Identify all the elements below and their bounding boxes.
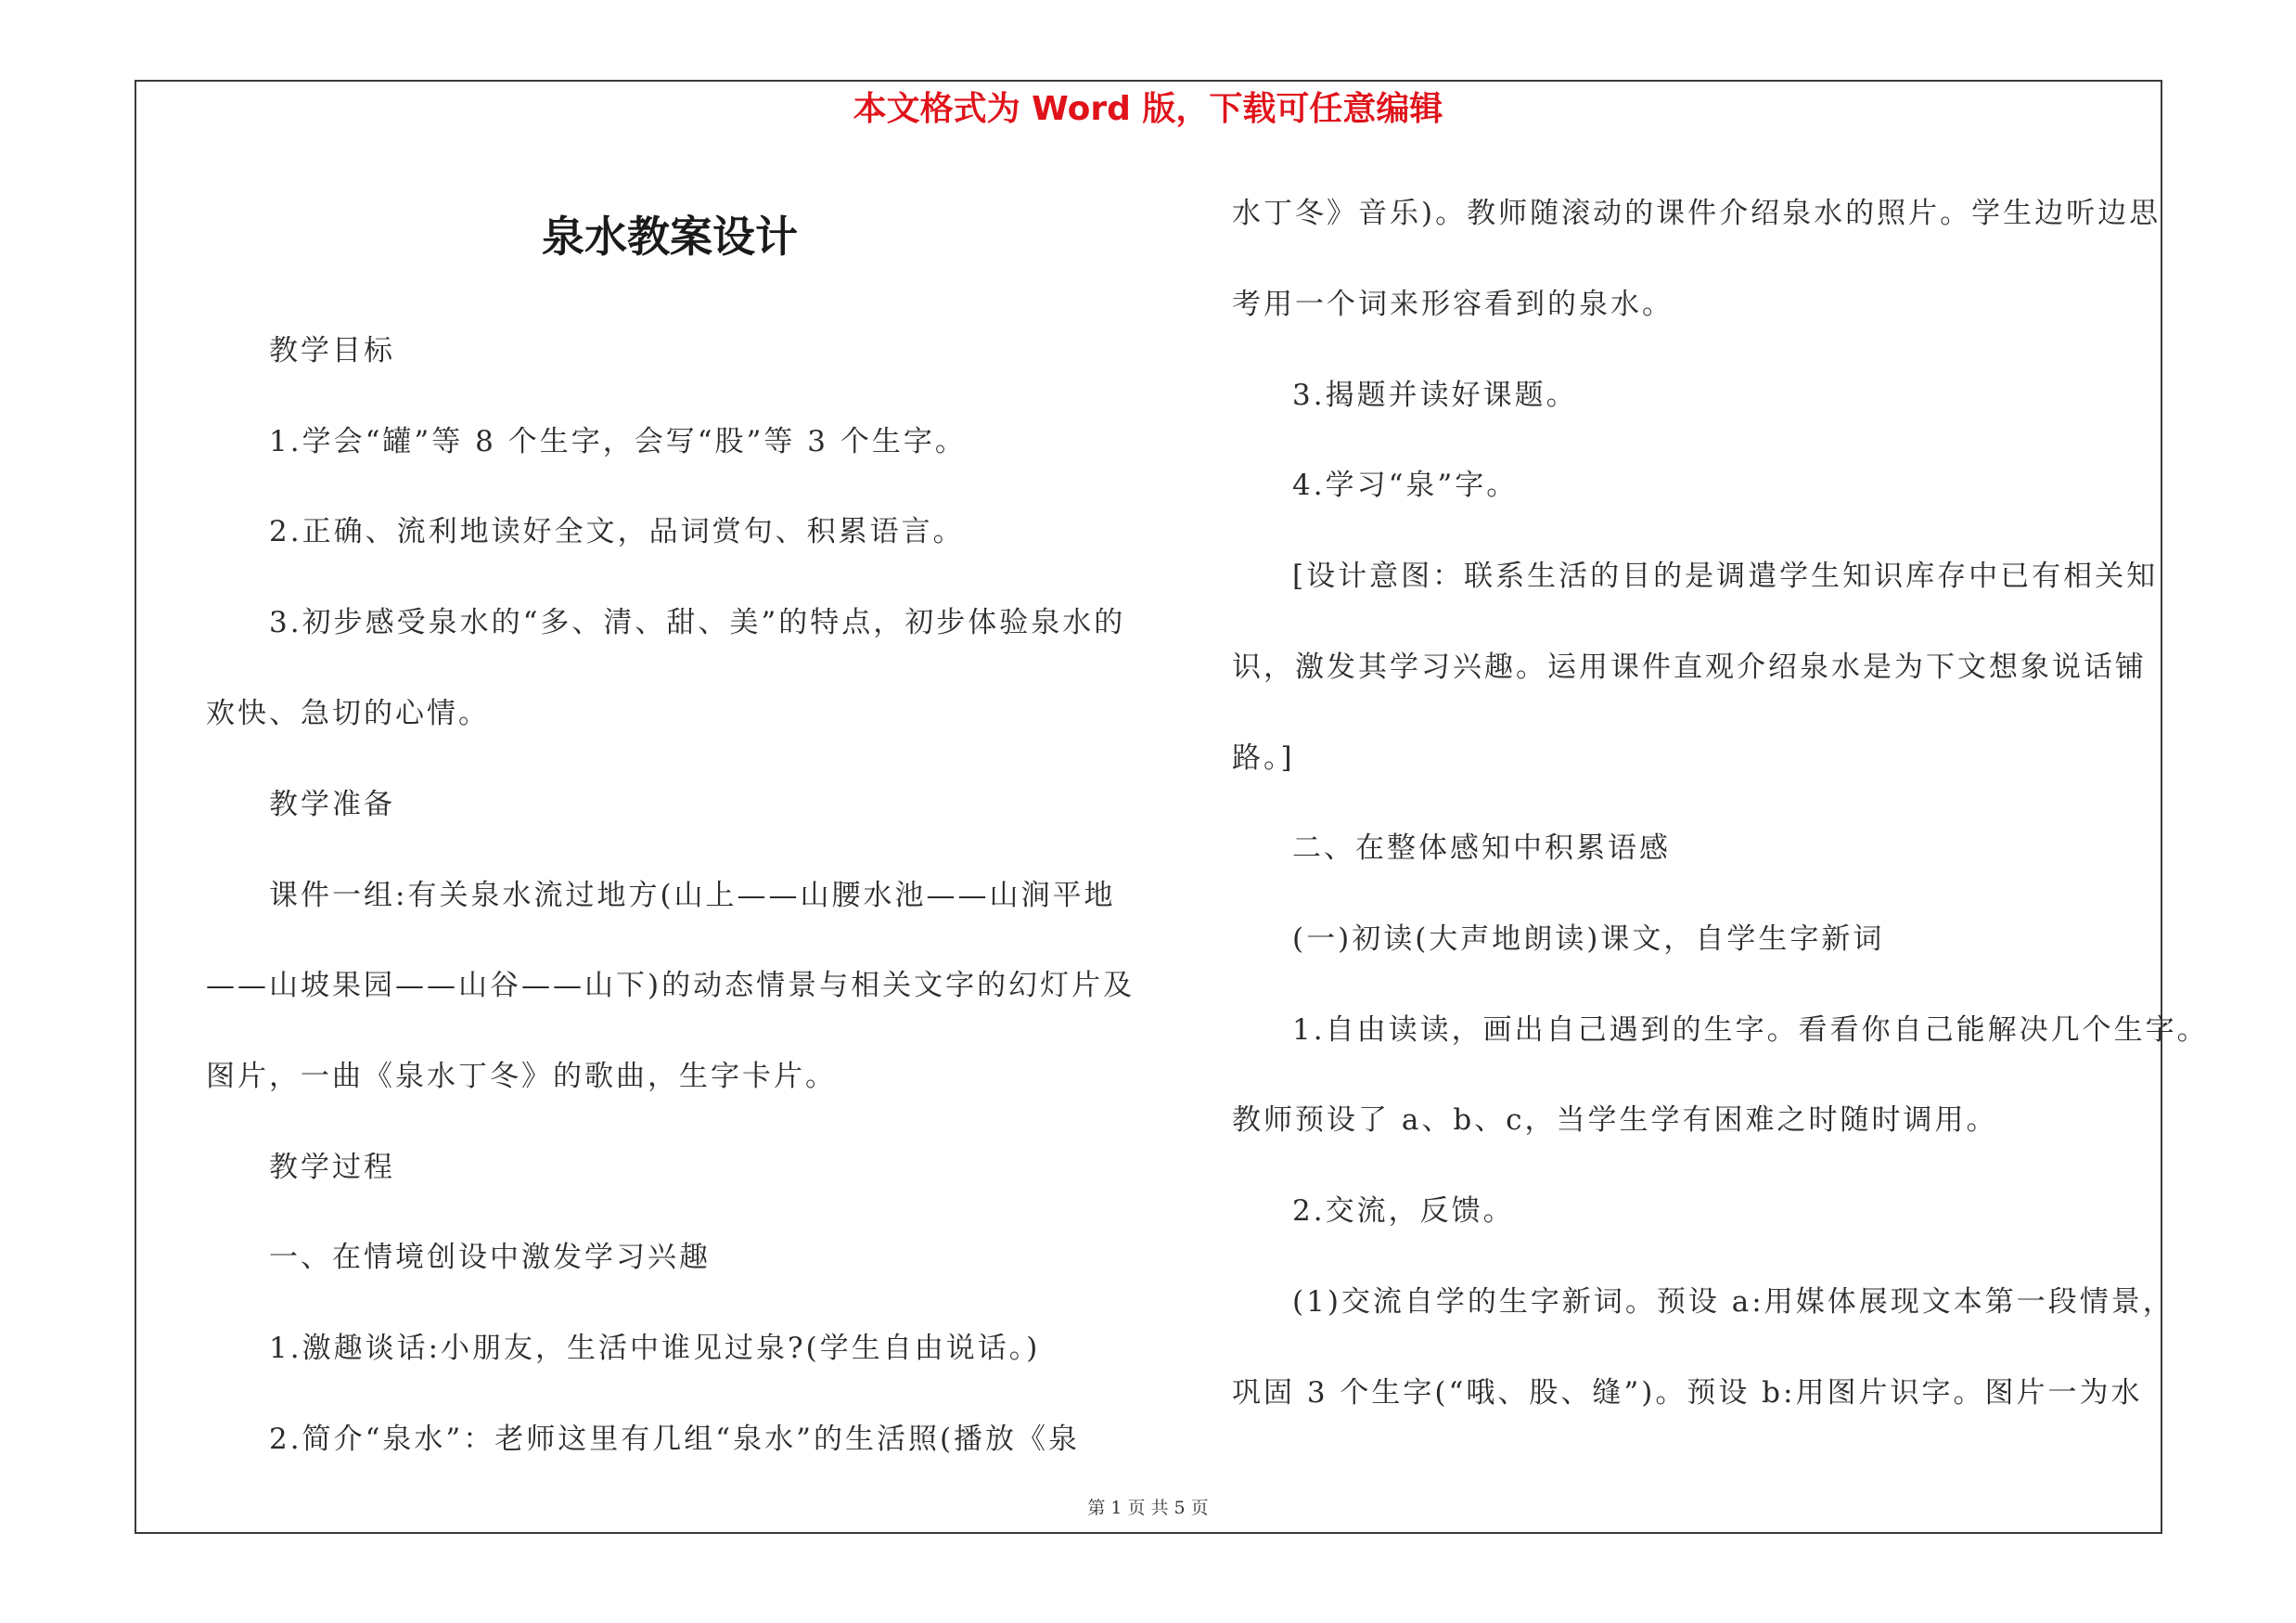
paragraph-line: 2.正确、流利地读好全文，品词赏句、积累语言。 xyxy=(269,515,965,548)
page-number: 第 1 页 共 5 页 xyxy=(1087,1498,1209,1518)
paragraph-line: 3.揭题并读好课题。 xyxy=(1292,379,1578,412)
paragraph-line: 考用一个词来形容看到的泉水。 xyxy=(1232,288,1674,321)
section-heading: 二、在整体感知中积累语感 xyxy=(1292,831,1671,865)
paragraph-line: (一)初读(大声地朗读)课文，自学生字新词 xyxy=(1292,922,1885,956)
paragraph-line: (1)交流自学的生字新词。预设 a:用媒体展现文本第一段情景， xyxy=(1292,1285,2174,1319)
paragraph-line: 课件一组:有关泉水流过地方(山上——山腰水池——山涧平地 xyxy=(269,879,1116,912)
paragraph-line: 一、在情境创设中激发学习兴趣 xyxy=(269,1241,711,1274)
paragraph-line: 1.自由读读，画出自己遇到的生字。看看你自己能解决几个生字。 xyxy=(1292,1013,2209,1047)
document-title: 泉水教案设计 xyxy=(542,212,798,262)
paragraph-line: 2.交流，反馈。 xyxy=(1292,1194,1515,1228)
section-heading: 教学准备 xyxy=(269,788,395,821)
paragraph-line: 2.简介“泉水”：老师这里有几组“泉水”的生活照(播放《泉 xyxy=(269,1423,1081,1456)
paragraph-line: 巩固 3 个生字(“哦、股、缝”)。预设 b:用图片识字。图片一为水 xyxy=(1232,1376,2143,1410)
paragraph-line: 教师预设了 a、b、c，当学生学有困难之时随时调用。 xyxy=(1232,1103,1998,1137)
paragraph-line: 水丁冬》音乐)。教师随滚动的课件介绍泉水的照片。学生边听边思 xyxy=(1232,197,2161,230)
paragraph-line: 1.学会“罐”等 8 个生字，会写“股”等 3 个生字。 xyxy=(269,425,967,458)
paragraph-line: [设计意图：联系生活的目的是调遣学生知识库存中已有相关知 xyxy=(1292,560,2159,593)
paragraph-line: 欢快、急切的心情。 xyxy=(206,697,490,730)
paragraph-line: 3.初步感受泉水的“多、清、甜、美”的特点，初步体验泉水的 xyxy=(269,606,1126,639)
section-heading: 教学过程 xyxy=(269,1151,395,1184)
format-banner: 本文格式为 Word 版，下载可任意编辑 xyxy=(853,90,1443,128)
paragraph-line: 图片，一曲《泉水丁冬》的歌曲，生字卡片。 xyxy=(206,1060,837,1093)
paragraph-line: 路。] xyxy=(1232,741,1295,775)
paragraph-line: 识，激发其学习兴趣。运用课件直观介绍泉水是为下文想象说话铺 xyxy=(1232,650,2147,684)
paragraph-line: 4.学习“泉”字。 xyxy=(1292,469,1519,502)
section-heading: 教学目标 xyxy=(269,334,395,367)
paragraph-line: 1.激趣谈话:小朋友，生活中谁见过泉?(学生自由说话。) xyxy=(269,1332,1041,1365)
paragraph-line: ——山坡果园——山谷——山下)的动态情景与相关文字的幻灯片及 xyxy=(206,969,1135,1002)
